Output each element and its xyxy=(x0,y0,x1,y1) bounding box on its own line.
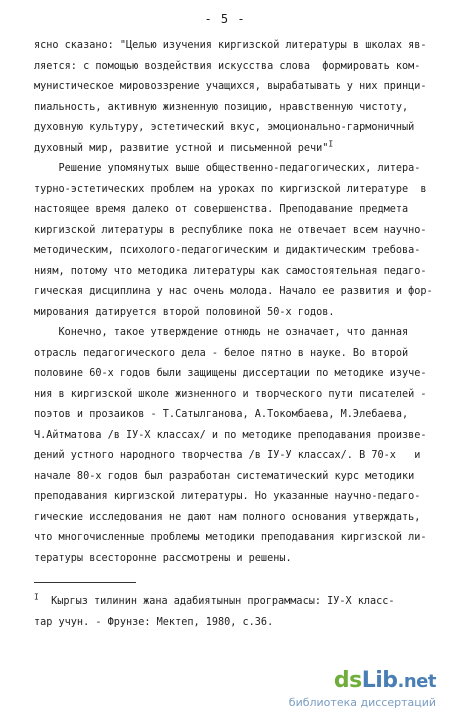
body-line: ляется: с помощью воздействия искусства слова формировать ком- xyxy=(34,60,421,72)
footnote-line: Кыргыз тилинин жана адабиятынын программасы: IУ-Х класс- xyxy=(38,596,395,607)
watermark-subtitle: библиотека диссертаций xyxy=(288,696,436,709)
body-line: гические исследования не дают нам полного основания утверждать, xyxy=(34,511,421,523)
body-line: Конечно, такое утверждение отнюдь не означает, что данная xyxy=(34,327,409,338)
page-number: - 5 - xyxy=(204,12,246,26)
logo-part: ds xyxy=(333,668,362,693)
body-line: ниям, потому что методика литературы как самостоятельная педаго- xyxy=(34,265,427,277)
body-line-with-footnote xyxy=(34,139,434,160)
body-line: турно-эстетических проблем на уроках по киргизской литературе в xyxy=(34,183,427,195)
body-line: начале 80-х годов был разработан систематический курс методики xyxy=(34,470,415,482)
logo-part: Lib xyxy=(361,668,398,693)
body-line: мирования датируется второй половиной 50-х годов. xyxy=(34,306,335,318)
body-line: половине 60-х годов были защищены диссертации по методике изуче- xyxy=(34,368,427,379)
body-line: что многочисленные проблемы методики преподавания киргизской ли- xyxy=(34,532,427,543)
body-line: преподавания киргизской литературы. Но указанные научно-педаго- xyxy=(34,491,421,502)
footnote-ref[interactable]: I xyxy=(328,139,334,149)
body-line: отрасль педагогического дела - белое пятно в науке. Во второй xyxy=(34,347,409,359)
body-line: мунистическое мировоззрение учащихся, вырабатывать у них принци- xyxy=(34,81,427,92)
body-line: тературы всесторонне рассмотрены и решены. xyxy=(34,552,292,564)
body-line: поэтов и прозаиков - Т.Сатылганова, А.Токомбаева, М.Элебаева, xyxy=(34,409,409,420)
body-line: методическим, психолого-педагогическим и дидактическим требова- xyxy=(34,245,421,256)
footnote-line: тар учун. - Фрунзе: Мектеп, 1980, с.36. xyxy=(34,616,274,628)
body-line: гическая дисциплина у нас очень молода. Начало ее развития и фор- xyxy=(34,286,433,297)
body-text xyxy=(34,36,434,569)
body-line: дений устного народного творчества /в IУ-У классах/. В 70-х и xyxy=(34,450,421,461)
body-line: Решение упомянутых выше общественно-педагогических, литера- xyxy=(34,163,421,174)
footnote-line-with-marker xyxy=(34,592,434,613)
body-line: ния в киргизской школе жизненного и творческого пути писателей - xyxy=(34,388,427,400)
body-line: настоящее время далеко от совершенства. Преподавание предмета xyxy=(34,204,409,215)
footnote-divider xyxy=(34,582,136,583)
body-line: духовную культуру, эстетический вкус, эмоционально-гармоничный xyxy=(34,122,415,133)
footnote-marker: I xyxy=(34,592,39,602)
dslib-logo xyxy=(334,668,436,693)
body-line: пиальность, активную жизненную позицию, нравственную чистоту, xyxy=(34,101,409,113)
body-line: Ч.Айтматова /в IУ-Х классах/ и по методике преподавания произве- xyxy=(34,429,427,441)
body-line: ясно сказано: "Целью изучения киргизской литературы в школах яв- xyxy=(34,40,427,51)
body-line: киргизской литературы в республике пока не отвечает всем научно- xyxy=(34,224,427,236)
footnote xyxy=(34,592,434,633)
body-line: духовный мир, развитие устной и письменной речи" xyxy=(34,142,329,154)
logo-part: .net xyxy=(397,671,436,692)
